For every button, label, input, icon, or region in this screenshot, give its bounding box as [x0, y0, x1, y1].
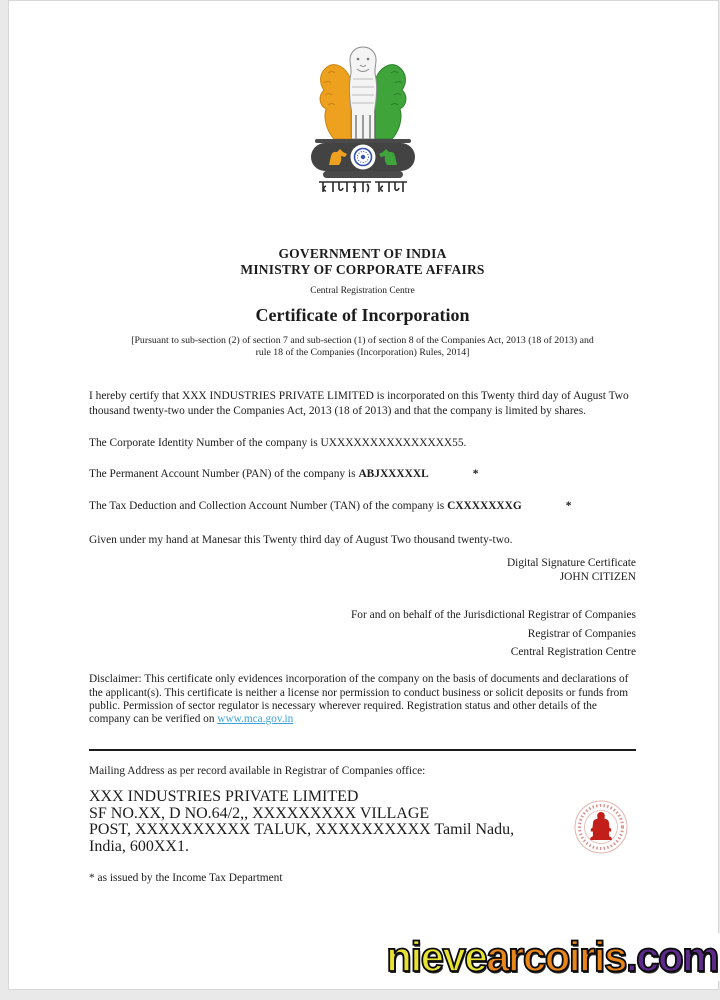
certificate-sheet [8, 0, 719, 990]
lion-capital-icon [303, 43, 423, 195]
motto-satyameva-jayate [319, 182, 407, 192]
disclaimer-text: Disclaimer: This certificate only evidences incorporation of the company on the basis of documents and declarations of the applicant(s). This certificate is neither a license nor permission to conduct business or solicit deposits or funds from public. Permission of sector regulator is necessary wherever required. Registration status and other details of the company can be verified on [89, 673, 629, 726]
pan-prefix: The Permanent Account Number (PAN) of the company is [89, 467, 356, 480]
pan-value: ABJXXXXXL [358, 467, 429, 480]
mca-gov-in-link[interactable]: www.mca.gov.in [217, 713, 294, 726]
disclaimer-paragraph [89, 673, 636, 726]
ministry-heading: MINISTRY OF CORPORATE AFFAIRS [240, 261, 485, 277]
central-registration-centre-line: Central Registration Centre [510, 646, 636, 659]
address-line-2: SF NO.XX, D NO.64/2,, XXXXXXXXX VILLAGE [89, 804, 430, 822]
cin-line: The Corporate Identity Number of the company is UXXXXXXXXXXXXXXX55. [89, 436, 467, 449]
tan-value: CXXXXXXXG [447, 500, 522, 512]
pan-asterisk: * [472, 467, 479, 480]
watermark-nievearcoiris [384, 933, 720, 981]
section-divider [89, 749, 636, 751]
emblem-of-india [89, 43, 636, 200]
address-company-name: XXX INDUSTRIES PRIVATE LIMITED [89, 788, 359, 806]
watermark-part-2: arcoiris [486, 933, 626, 980]
income-tax-footnote: * as issued by the Income Tax Department [89, 872, 283, 885]
tan-prefix: The Tax Deduction and Collection Account Number (TAN) of the company is [89, 500, 445, 512]
on-behalf-line: For and on behalf of the Jurisdictional Registrar of Companies [350, 609, 636, 622]
tan-line [89, 499, 636, 514]
watermark-part-3: .com [625, 933, 718, 980]
pan-line [89, 467, 636, 482]
address-line-4: India, 600XX1. [89, 837, 189, 855]
mailing-address-heading: Mailing Address as per record available in Registrar of Companies office: [89, 765, 426, 778]
registrar-of-companies-line: Registrar of Companies [527, 628, 636, 641]
address-line-3: POST, XXXXXXXXXX TALUK, XXXXXXXXXX Tamil Nadu, [89, 821, 515, 839]
tan-asterisk: * [565, 500, 572, 512]
mailing-address-block [89, 789, 636, 855]
government-of-india-heading: GOVERNMENT OF INDIA [278, 246, 447, 261]
watermark-part-1: nieve [386, 933, 487, 980]
digital-signature-label: Digital Signature Certificate [506, 557, 636, 570]
certificate-title: Certificate of Incorporation [255, 305, 470, 325]
red-seal-stamp-icon [572, 798, 630, 856]
central-registration-centre-label: Central Registration Centre [310, 286, 415, 296]
emblem-motto-text [423, 43, 424, 44]
certify-paragraph: I hereby certify that XXX INDUSTRIES PRIVATE LIMITED is incorporated on this Twenty third day of August Two thousand twenty-two under the Companies Act, 2013 (18 of 2013) and that the company is limited by shares. [89, 390, 629, 418]
signatory-name: JOHN CITIZEN [559, 570, 636, 583]
pursuant-clause: [Pursuant to sub-section (2) of section 7 and sub-section (1) of section 8 of the Companies Act, 2013 (18 of 2013) and rule 18 of the Companies (Incorporation) Rules, 2014] [131, 335, 594, 358]
given-under-hand-line: Given under my hand at Manesar this Twenty third day of August Two thousand twenty-two. [89, 534, 513, 547]
